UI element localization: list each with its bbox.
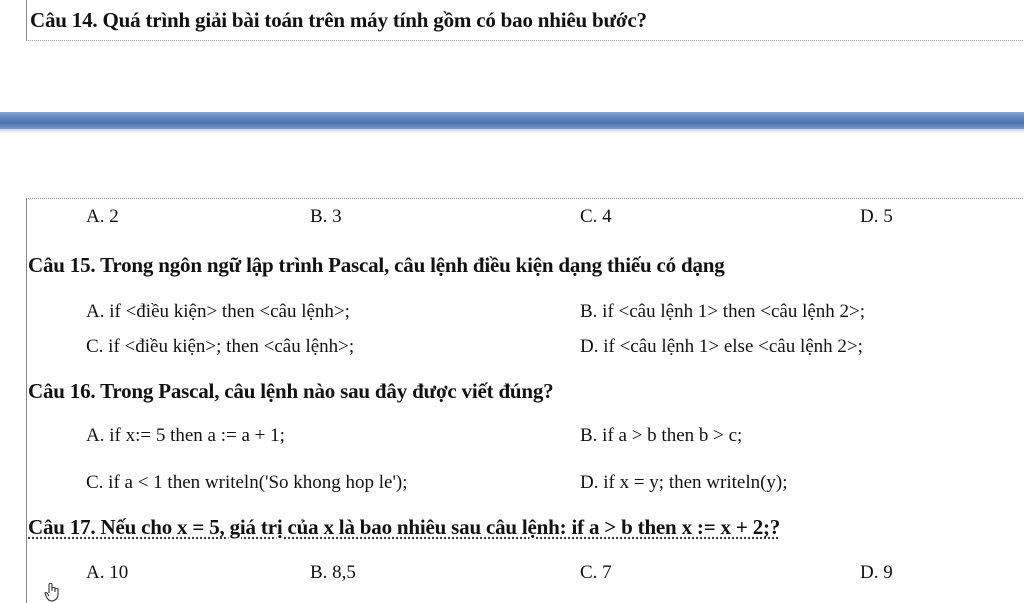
question-16-title: Câu 16. Trong Pascal, câu lệnh nào sau đây được viết đúng?: [28, 379, 554, 403]
q16-option-c: C. if a < 1 then writeln('So khong hop le');: [86, 472, 408, 493]
question-15-title: Câu 15. Trong ngôn ngữ lập trình Pascal, câu lệnh điều kiện dạng thiếu có dạng: [28, 253, 725, 277]
q15-option-b: B. if <câu lệnh 1> then <câu lệnh 2>;: [580, 301, 866, 322]
separator-band-shadow: [0, 129, 1024, 133]
q14-option-a: A. 2: [86, 206, 119, 227]
question-17-title: Câu 17. Nếu cho x = 5, giá trị của x là bao nhiêu sau câu lệnh: if a > b then x := x + 2;?: [28, 515, 781, 539]
q17-option-c: C. 7: [580, 562, 612, 583]
q17-option-b: B. 8,5: [310, 562, 356, 583]
q14-option-b: B. 3: [310, 206, 342, 227]
q16-option-a: A. if x:= 5 then a := a + 1;: [86, 425, 285, 446]
q14-option-c: C. 4: [580, 206, 612, 227]
question-14-title: Câu 14. Quá trình giải bài toán trên máy tính gồm có bao nhiêu bước?: [30, 8, 647, 32]
q16-option-d: D. if x = y; then writeln(y);: [580, 472, 788, 493]
separator-band: [0, 112, 1024, 129]
q17-option-a: A. 10: [86, 562, 129, 583]
q17-option-d: D. 9: [860, 562, 893, 583]
hand-pointer-icon: [44, 582, 60, 602]
q14-option-d: D. 5: [860, 206, 893, 227]
q15-option-a: A. if <điều kiện> then <câu lệnh>;: [86, 301, 350, 322]
q15-option-c: C. if <điều kiện>; then <câu lệnh>;: [86, 336, 355, 357]
q15-option-d: D. if <câu lệnh 1> else <câu lệnh 2>;: [580, 336, 863, 357]
q16-option-b: B. if a > b then b > c;: [580, 425, 743, 446]
